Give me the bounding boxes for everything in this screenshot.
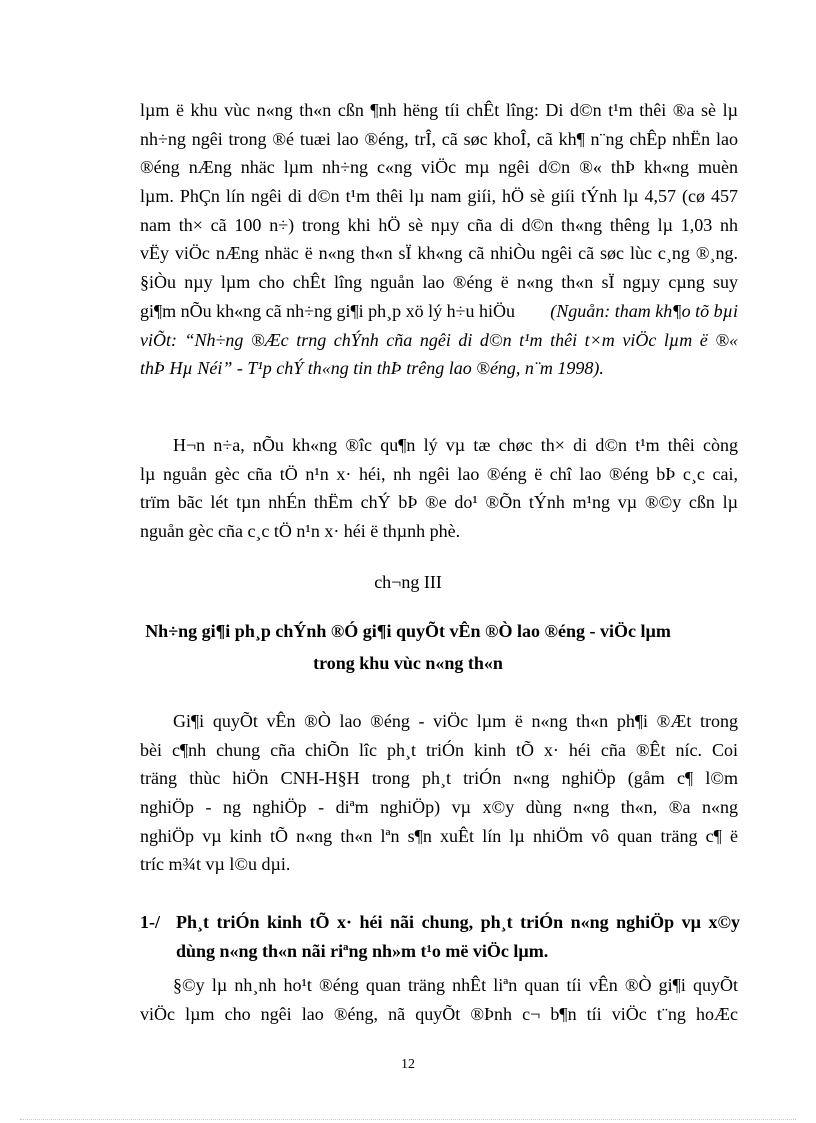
- paragraph-1-line: lµm. PhÇn lín ngêi di d©n t¹m thêi lµ nam giíi, hÖ sè giíi tÝnh lµ 4,57 (cø 457: [140, 186, 738, 207]
- paragraph-3-line: nghiÖp - ng nghiÖp - diªm nghiÖp) vµ x©y dùng n«ng th«n, ®a n«ng: [140, 797, 738, 818]
- chapter-label: ch¬ng III: [374, 572, 442, 592]
- chapter-title-line: trong khu vùc n«ng th«n: [313, 653, 503, 673]
- paragraph-3: [140, 707, 738, 879]
- paragraph-3-line: träng thùc hiÖn CNH-H§H trong ph¸t triÓn n«ng nghiÖp (gåm c¶ l©m: [140, 768, 738, 789]
- paragraph-1-line: vËy viÖc nÆng nhäc ë n«ng th«n sÏ kh«ng cã nhiÒu ngêi cã søc lùc c¸ng ®¸ng.: [140, 243, 738, 264]
- paragraph-1-line: gi¶m nÕu kh«ng cã nh÷ng gi¶i ph¸p xö lý h÷u hiÖu: [140, 300, 516, 321]
- paragraph-4: [140, 971, 738, 1028]
- paragraph-1-line: nam th× cã 100 n÷) trong khi hÖ sè nµy cña di d©n th«ng thêng lµ 1,03 nh: [140, 214, 738, 235]
- paragraph-1-line: nh÷ng ngêi trong ®é tuæi lao ®éng, trÎ, cã søc khoÎ, cã kh¶ n¨ng chÊp nhËn lao: [140, 128, 738, 149]
- paragraph-1-line: §iÒu nµy lµm cho chÊt lîng nguån lao ®éng ë n«ng th«n sÏ ngµy cµng suy: [140, 272, 738, 293]
- paragraph-4-line: viÖc lµm cho ngêi lao ®éng, nã quyÕt ®Þnh c¬ b¶n tíi viÖc t¨ng hoÆc: [140, 1003, 738, 1024]
- section-title-line: Ph¸t triÓn kinh tÕ x· héi nãi chung, ph¸t triÓn n«ng nghiÖp vµ x©y: [176, 912, 740, 932]
- paragraph-2-line: trïm bãc lét tµn nhÉn thËm chÝ bÞ ®e do¹ ®Õn tÝnh m¹ng vµ ®©y cßn lµ: [140, 492, 738, 513]
- paragraph-1: [140, 96, 738, 383]
- section-title: [176, 908, 740, 966]
- paragraph-3-line: nghiÖp vµ kinh tÕ n«ng th«n lªn s¶n xuÊt lín lµ nhiÖm vô quan träng c¶ ë: [140, 825, 738, 846]
- chapter-title: [100, 617, 716, 678]
- paragraph-2-line: H¬n n÷a, nÕu kh«ng ®îc qu¶n lý vµ tæ chøc th× di d©n t¹m thêi còng: [173, 435, 738, 455]
- paragraph-2-line: nguån gèc cña c¸c tÖ n¹n x· héi ë thµnh phè.: [140, 521, 461, 542]
- paragraph-3-line: tríc m¾t vµ l©u dµi.: [140, 854, 291, 875]
- section-1-heading: [140, 908, 740, 968]
- source-citation-start: (Nguån: tham kh¶o tõ bµi: [550, 300, 738, 321]
- paragraph-1-line: lµm ë khu vùc n«ng th«n cßn ¶nh hëng tíi chÊt lîng: Di d©n t¹m thêi ®a sè lµ: [140, 100, 738, 120]
- paragraph-3-line: bèi c¶nh chung cña chiÕn lîc ph¸t triÓn kinh tÕ x· héi cña ®Êt níc. Coi: [140, 739, 738, 760]
- source-citation-line: thÞ Hµ Néi” - T¹p chÝ th«ng tin thÞ trêng lao ®éng, n¨m 1998).: [140, 358, 604, 379]
- paragraph-2-line: lµ nguån gèc cña tÖ n¹n x· héi, nh ngêi lao ®éng ë chî lao ®éng bÞ c¸c cai,: [140, 463, 738, 484]
- paragraph-1-line-with-source: [140, 297, 738, 326]
- paragraph-4-line: §©y lµ nh¸nh ho¹t ®éng quan träng nhÊt liªn quan tíi vÊn ®Ò gi¶i quyÕt: [173, 975, 738, 995]
- section-title-line: dùng n«ng th«n nãi riªng nh»m t¹o më viÖc lµm.: [176, 941, 549, 961]
- page-number: 12: [401, 1057, 415, 1072]
- section-number: 1-/: [140, 912, 160, 932]
- chapter-title-line: Nh÷ng gi¶i ph¸p chÝnh ®Ó gi¶i quyÕt vÊn ®Ò lao ®éng - viÖc lµm: [145, 621, 671, 641]
- paragraph-2: [140, 431, 738, 546]
- paragraph-1-line: ®éng nÆng nhäc lµm nh÷ng c«ng viÖc mµ ngêi d©n ®« thÞ kh«ng muèn: [140, 157, 738, 178]
- page-bottom-divider: [20, 1119, 796, 1120]
- source-citation-line: viÕt: “Nh÷ng ®Æc trng chÝnh cña ngêi di d©n t¹m thêi t×m viÖc lµm ë ®«: [140, 329, 738, 350]
- paragraph-3-line: Gi¶i quyÕt vÊn ®Ò lao ®éng - viÖc lµm ë n«ng th«n ph¶i ®Æt trong: [173, 711, 738, 731]
